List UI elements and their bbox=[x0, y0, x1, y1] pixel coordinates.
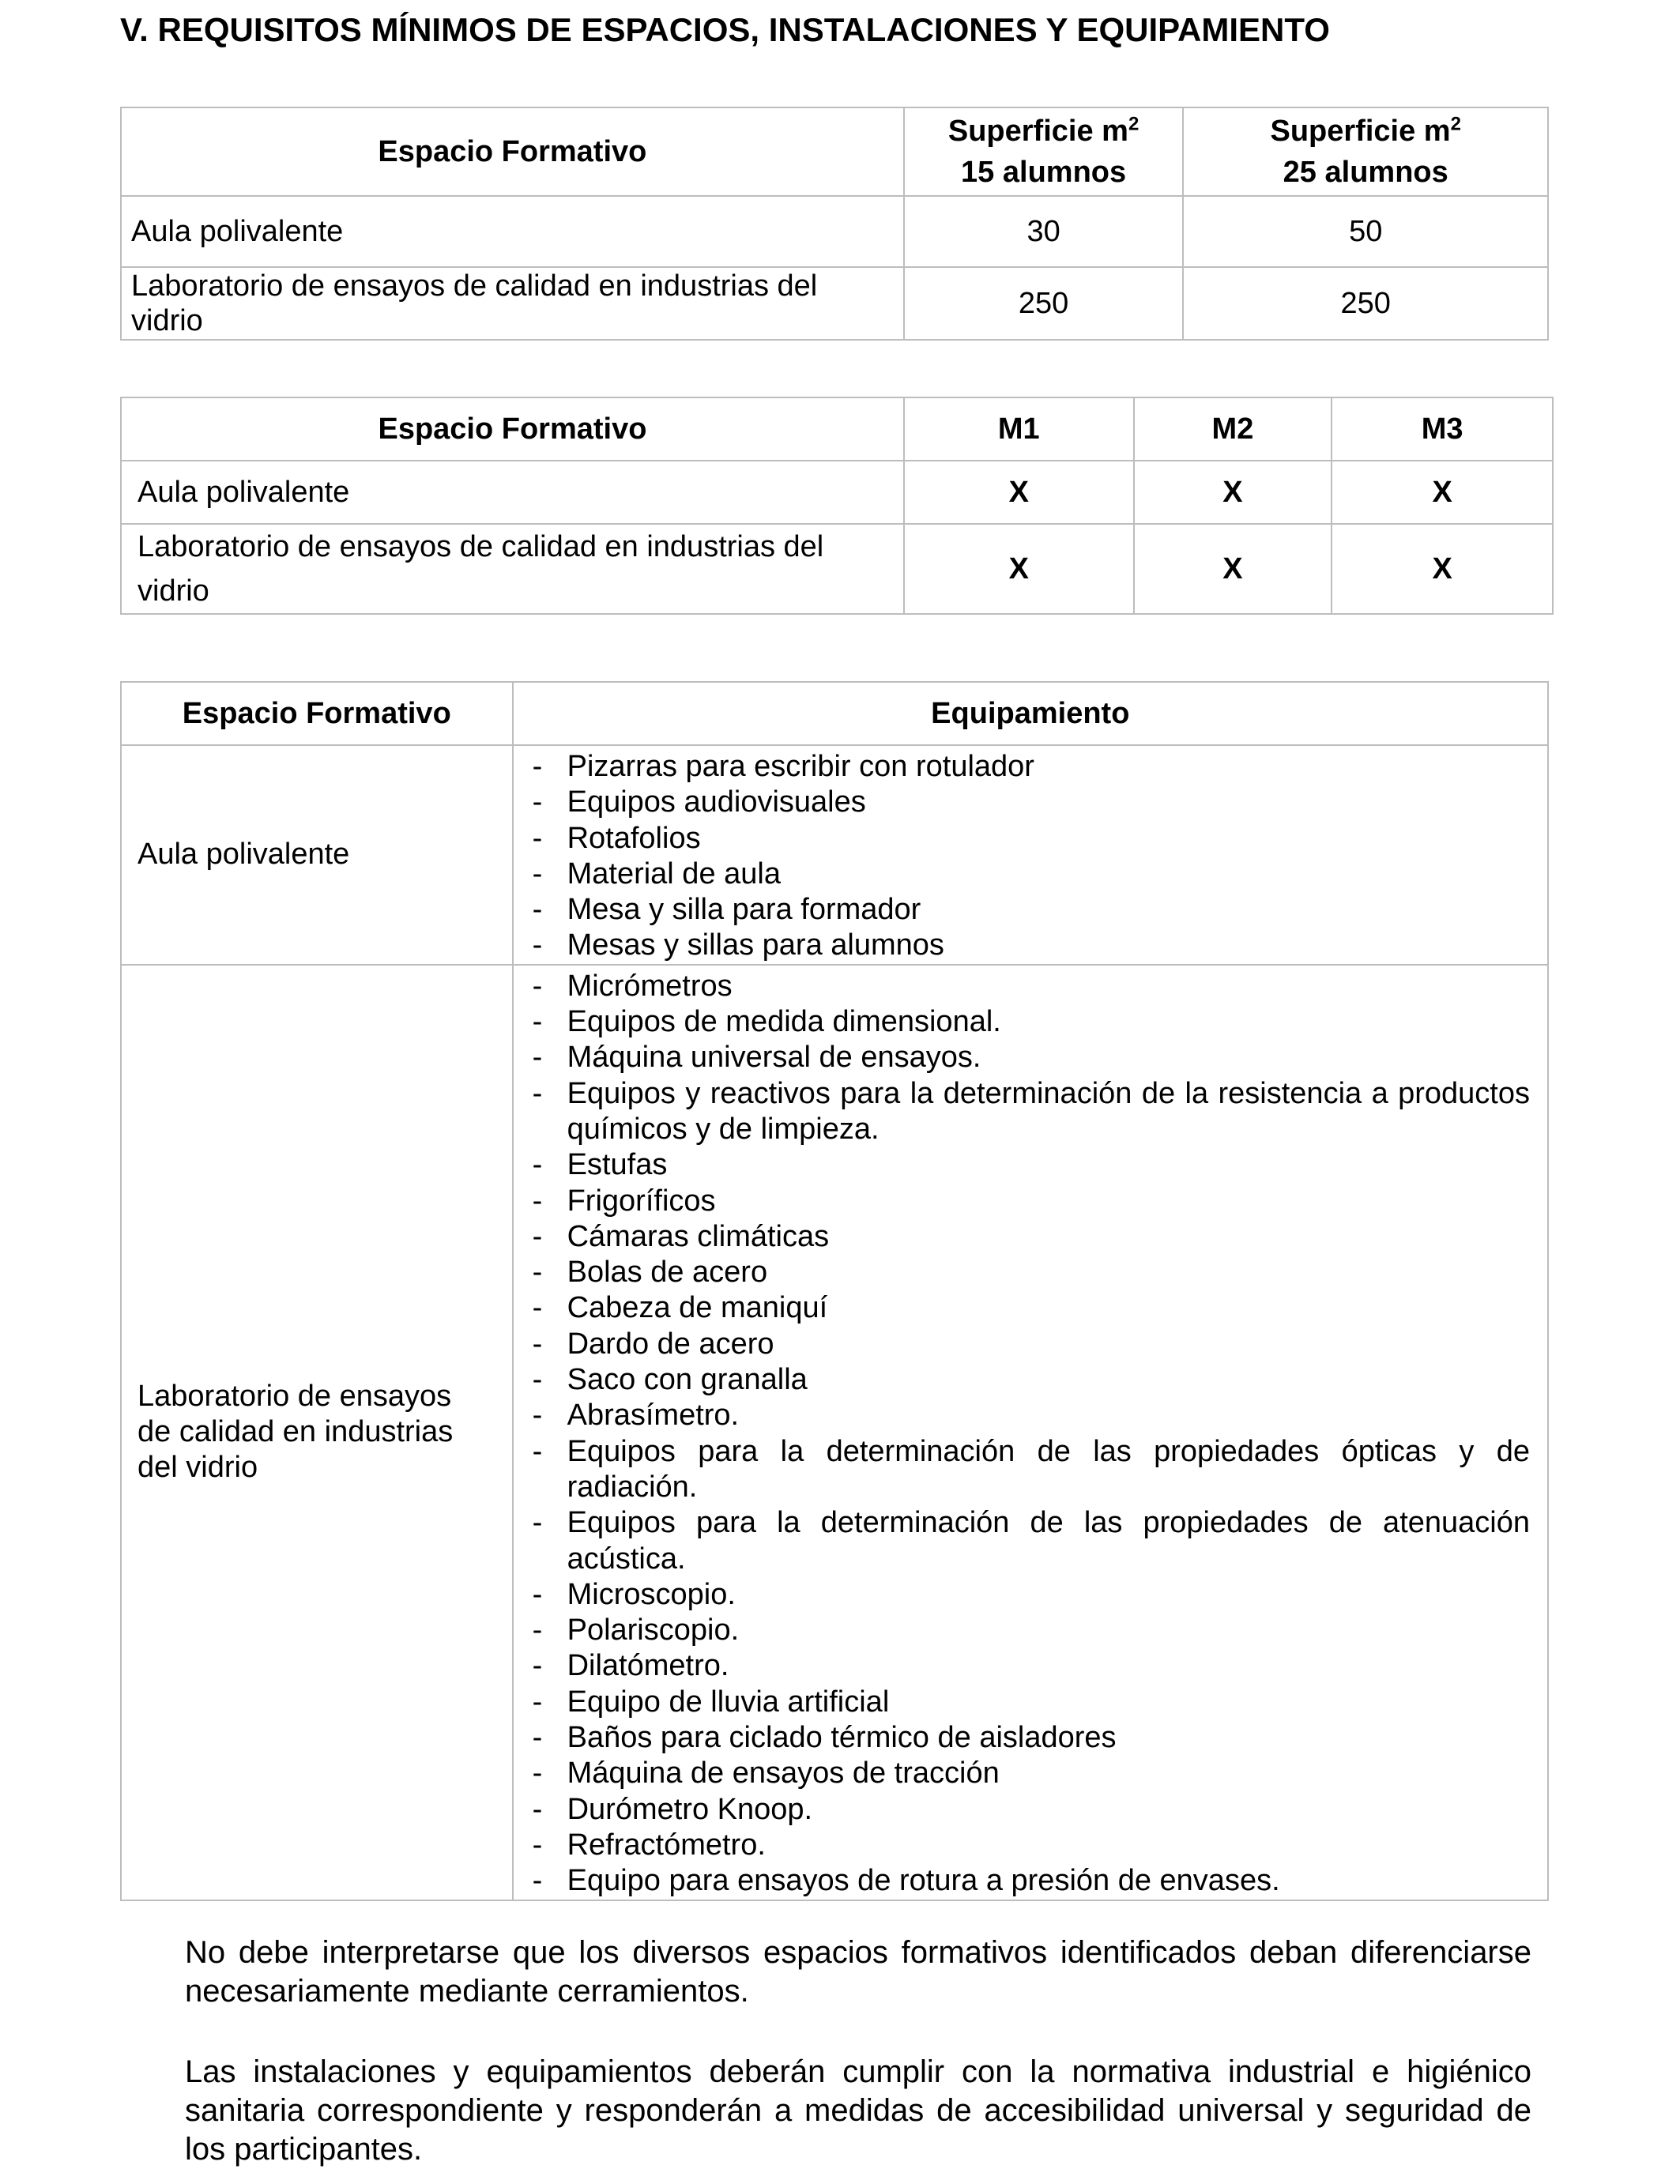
note-paragraph-facilities: Las instalaciones y equipamientos deberán cumplir con la normativa industrial e higiénico sanitaria correspondiente y responderán a medidas de accesibilidad universal y seguridad de los participantes. bbox=[185, 2054, 1531, 2167]
equipment-list bbox=[514, 746, 1547, 964]
surface-header-25-sup: 2 bbox=[1450, 113, 1461, 135]
equipment-header-space: Espacio Formativo bbox=[121, 682, 513, 745]
table-row bbox=[121, 267, 1548, 340]
module-mark-cell: X bbox=[904, 461, 1134, 524]
list-item: - Máquina universal de ensayos. bbox=[526, 1040, 1530, 1075]
table-row bbox=[121, 965, 1548, 1900]
list-item: - Cámaras climáticas bbox=[526, 1219, 1530, 1255]
list-item: - Pizarras para escribir con rotulador bbox=[526, 749, 1530, 785]
surface-25-cell: 50 bbox=[1183, 196, 1548, 267]
equipment-list-cell bbox=[513, 745, 1548, 965]
module-table bbox=[120, 397, 1554, 615]
list-item: - Equipo de lluvia artificial bbox=[526, 1685, 1530, 1720]
module-header-m3: M3 bbox=[1332, 397, 1553, 461]
list-item: - Durómetro Knoop. bbox=[526, 1792, 1530, 1828]
list-item: - Polariscopio. bbox=[526, 1613, 1530, 1648]
module-mark-cell: X bbox=[1134, 461, 1332, 524]
equipment-list bbox=[514, 966, 1547, 1900]
list-item: - Bolas de acero bbox=[526, 1255, 1530, 1290]
list-item: - Refractómetro. bbox=[526, 1828, 1530, 1863]
surface-header-15 bbox=[904, 107, 1184, 196]
list-item: - Frigoríficos bbox=[526, 1184, 1530, 1219]
table-row bbox=[121, 461, 1553, 524]
table-row bbox=[121, 745, 1548, 965]
list-item: - Equipos para la determinación de las propiedades ópticas y de radiación. bbox=[526, 1434, 1530, 1506]
module-mark-cell: X bbox=[904, 524, 1134, 614]
list-item: - Mesa y silla para formador bbox=[526, 892, 1530, 928]
equipment-space-cell: Laboratorio de ensayos de calidad en industrias del vidrio bbox=[121, 965, 513, 1900]
list-item: - Equipos para la determinación de las propiedades de atenuación acústica. bbox=[526, 1505, 1530, 1577]
list-item: - Equipos audiovisuales bbox=[526, 785, 1530, 820]
equipment-list-cell bbox=[513, 965, 1548, 1900]
surface-header-15-label: Superficie m bbox=[947, 115, 1128, 148]
module-header-m2: M2 bbox=[1134, 397, 1332, 461]
module-mark-cell: X bbox=[1332, 524, 1553, 614]
surface-header-25-label: Superficie m bbox=[1270, 115, 1451, 148]
surface-15-cell: 250 bbox=[904, 267, 1184, 340]
surface-header-25 bbox=[1183, 107, 1548, 196]
surface-header-15-sup: 2 bbox=[1128, 113, 1139, 135]
list-item: - Equipos y reactivos para la determinación de la resistencia a productos químicos y de limpieza. bbox=[526, 1076, 1530, 1148]
surface-space-cell: Aula polivalente bbox=[121, 196, 904, 267]
surface-header-space: Espacio Formativo bbox=[121, 107, 904, 196]
list-item: - Material de aula bbox=[526, 857, 1530, 892]
module-space-cell: Aula polivalente bbox=[121, 461, 904, 524]
surface-header-15-students: 15 alumnos bbox=[961, 156, 1127, 189]
module-space-cell: Laboratorio de ensayos de calidad en industrias del vidrio bbox=[121, 524, 904, 614]
list-item: - Rotafolios bbox=[526, 821, 1530, 857]
module-header-m1: M1 bbox=[904, 397, 1134, 461]
table-row bbox=[121, 196, 1548, 267]
table-row bbox=[121, 524, 1553, 614]
equipment-table bbox=[120, 681, 1549, 1901]
module-header-space: Espacio Formativo bbox=[121, 397, 904, 461]
list-item: - Cabeza de maniquí bbox=[526, 1290, 1530, 1326]
surface-table bbox=[120, 107, 1549, 341]
list-item: - Máquina de ensayos de tracción bbox=[526, 1756, 1530, 1791]
list-item: - Abrasímetro. bbox=[526, 1398, 1530, 1433]
list-item: - Dardo de acero bbox=[526, 1327, 1530, 1362]
list-item: - Equipos de medida dimensional. bbox=[526, 1004, 1530, 1040]
equipment-header-equipment: Equipamiento bbox=[513, 682, 1548, 745]
module-mark-cell: X bbox=[1134, 524, 1332, 614]
list-item: - Baños para ciclado térmico de aisladores bbox=[526, 1720, 1530, 1756]
module-mark-cell: X bbox=[1332, 461, 1553, 524]
note-paragraph-spaces: No debe interpretarse que los diversos espacios formativos identificados deban diferenciarse necesariamente mediante cerramientos. bbox=[185, 1935, 1531, 2009]
section-heading: V. REQUISITOS MÍNIMOS DE ESPACIOS, INSTALACIONES Y EQUIPAMIENTO bbox=[120, 11, 1330, 48]
surface-header-25-students: 25 alumnos bbox=[1283, 156, 1448, 189]
surface-25-cell: 250 bbox=[1183, 267, 1548, 340]
list-item: - Saco con granalla bbox=[526, 1362, 1530, 1398]
list-item: - Microscopio. bbox=[526, 1577, 1530, 1613]
list-item: - Equipo para ensayos de rotura a presión de envases. bbox=[526, 1863, 1530, 1899]
list-item: - Mesas y sillas para alumnos bbox=[526, 928, 1530, 963]
equipment-space-cell: Aula polivalente bbox=[121, 745, 513, 965]
list-item: - Estufas bbox=[526, 1147, 1530, 1183]
surface-15-cell: 30 bbox=[904, 196, 1184, 267]
surface-space-cell: Laboratorio de ensayos de calidad en industrias del vidrio bbox=[121, 267, 904, 340]
list-item: - Micrómetros bbox=[526, 969, 1530, 1004]
list-item: - Dilatómetro. bbox=[526, 1648, 1530, 1684]
